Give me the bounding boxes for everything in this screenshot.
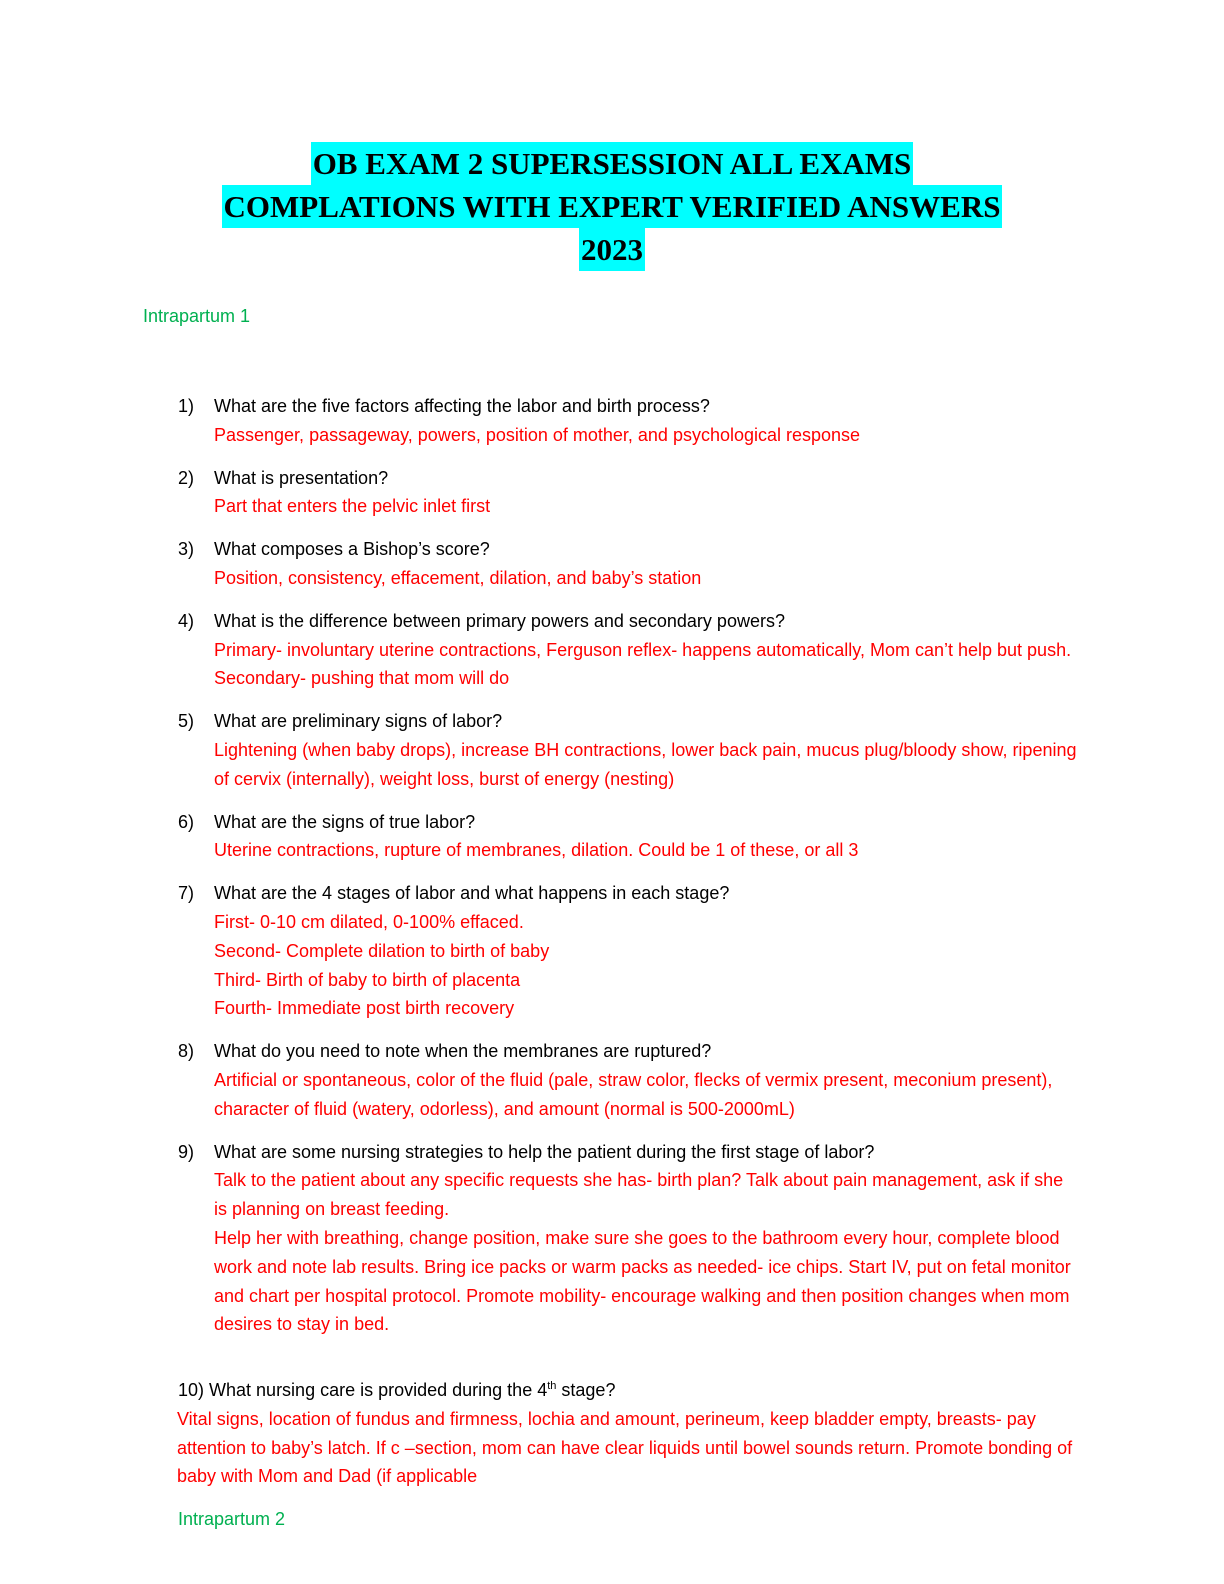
- question-body: [214, 808, 1078, 866]
- question-text: What is presentation?: [214, 467, 389, 488]
- question-text: What are some nursing strategies to help the patient during the first stage of labor?: [214, 1141, 875, 1162]
- question-item: [178, 707, 1078, 793]
- question-number: 3): [178, 539, 195, 560]
- question-body: [214, 607, 1078, 693]
- question-body: [214, 535, 1078, 593]
- question-number: 7): [178, 883, 195, 904]
- answer-text: Passenger, passageway, powers, position of mother, and psychological response: [214, 424, 861, 445]
- section-heading-intrapartum-1: Intrapartum 1: [143, 306, 251, 326]
- question-item: [178, 808, 1078, 866]
- question-10: [178, 1376, 1078, 1534]
- answer-text: Talk to the patient about any specific requests she has- birth plan? Talk about pain management, ask if she is planning on breast feeding.: [214, 1170, 1064, 1220]
- title-line-3: 2023: [579, 228, 645, 271]
- answer-text: Fourth- Immediate post birth recovery: [214, 998, 515, 1019]
- answer-text: Vital signs, location of fundus and firmness, lochia and amount, perineum, keep bladder empty, breasts- pay attention to baby’s latch. If c –section, mom can have clear liquids until bowel sounds return. Promote bonding of baby with Mom and Dad (if applicable: [177, 1408, 1073, 1487]
- answer-text: Lightening (when baby drops), increase BH contractions, lower back pain, mucus plug/bloody show, ripening of cervix (internally), weight loss, burst of energy (nesting): [214, 739, 1077, 789]
- answer-text: First- 0-10 cm dilated, 0-100% effaced.: [214, 911, 524, 932]
- question-number: 1): [178, 396, 195, 416]
- question-number: 4): [178, 610, 195, 631]
- question-item: [178, 1138, 1078, 1340]
- question-body: [214, 392, 1078, 450]
- question-list: [178, 392, 1078, 1353]
- question-body: [214, 1138, 1078, 1340]
- question-item: [178, 607, 1078, 693]
- answer-text: Artificial or spontaneous, color of the fluid (pale, straw color, flecks of vermix present, meconium present), character of fluid (watery, odorless), and amount (normal is 500-2000mL): [214, 1069, 1053, 1119]
- question-text: What nursing care is provided during the 4th stage?: [209, 1380, 616, 1400]
- document-title: [150, 142, 1074, 271]
- answer-text: Uterine contractions, rupture of membranes, dilation. Could be 1 of these, or all 3: [214, 840, 859, 861]
- answer-text: Secondary- pushing that mom will do: [214, 668, 510, 689]
- question-text: What do you need to note when the membranes are ruptured?: [214, 1041, 712, 1062]
- question-item: [178, 1037, 1078, 1123]
- question-text: What are preliminary signs of labor?: [214, 711, 503, 732]
- question-item: [178, 464, 1078, 522]
- question-number: 9): [178, 1141, 195, 1162]
- answer-text: Third- Birth of baby to birth of placenta: [214, 969, 521, 990]
- title-line-2: COMPLATIONS WITH EXPERT VERIFIED ANSWERS: [222, 185, 1003, 228]
- question-number: 6): [178, 811, 195, 832]
- answer-text: Primary- involuntary uterine contractions, Ferguson reflex- happens automatically, Mom can’t help but push.: [214, 639, 1072, 660]
- question-item: [178, 535, 1078, 593]
- answer-text: Second- Complete dilation to birth of baby: [214, 940, 550, 961]
- section-heading-intrapartum-2: Intrapartum 2: [178, 1509, 286, 1530]
- answer-text: Part that enters the pelvic inlet first: [214, 496, 491, 517]
- question-body: [214, 707, 1078, 793]
- question-body: [214, 1037, 1078, 1123]
- answer-text: Help her with breathing, change position, make sure she goes to the bathroom every hour, complete blood work and note lab results. Bring ice packs or warm packs as needed- ice chips. Start IV, put on fetal monitor and chart per hospital protocol. Promote mobility- encourage walking and then position changes when mom desires to stay in bed.: [214, 1227, 1071, 1335]
- question-text: What are the signs of true labor?: [214, 811, 476, 832]
- question-text: What are the 4 stages of labor and what happens in each stage?: [214, 883, 730, 904]
- question-body: [214, 464, 1078, 522]
- question-body: [214, 879, 1078, 1023]
- question-number: 8): [178, 1041, 195, 1062]
- question-text: What composes a Bishop’s score?: [214, 539, 490, 560]
- question-number: 2): [178, 467, 195, 488]
- question-text: What is the difference between primary powers and secondary powers?: [214, 610, 785, 631]
- title-line-1: OB EXAM 2 SUPERSESSION ALL EXAMS: [311, 142, 914, 185]
- question-number: 5): [178, 711, 195, 732]
- answer-text: Position, consistency, effacement, dilation, and baby’s station: [214, 567, 702, 588]
- question-text: What are the five factors affecting the labor and birth process?: [214, 396, 710, 416]
- question-item: [178, 879, 1078, 1023]
- question-item: [178, 392, 1078, 450]
- question-number: 10): [178, 1380, 205, 1400]
